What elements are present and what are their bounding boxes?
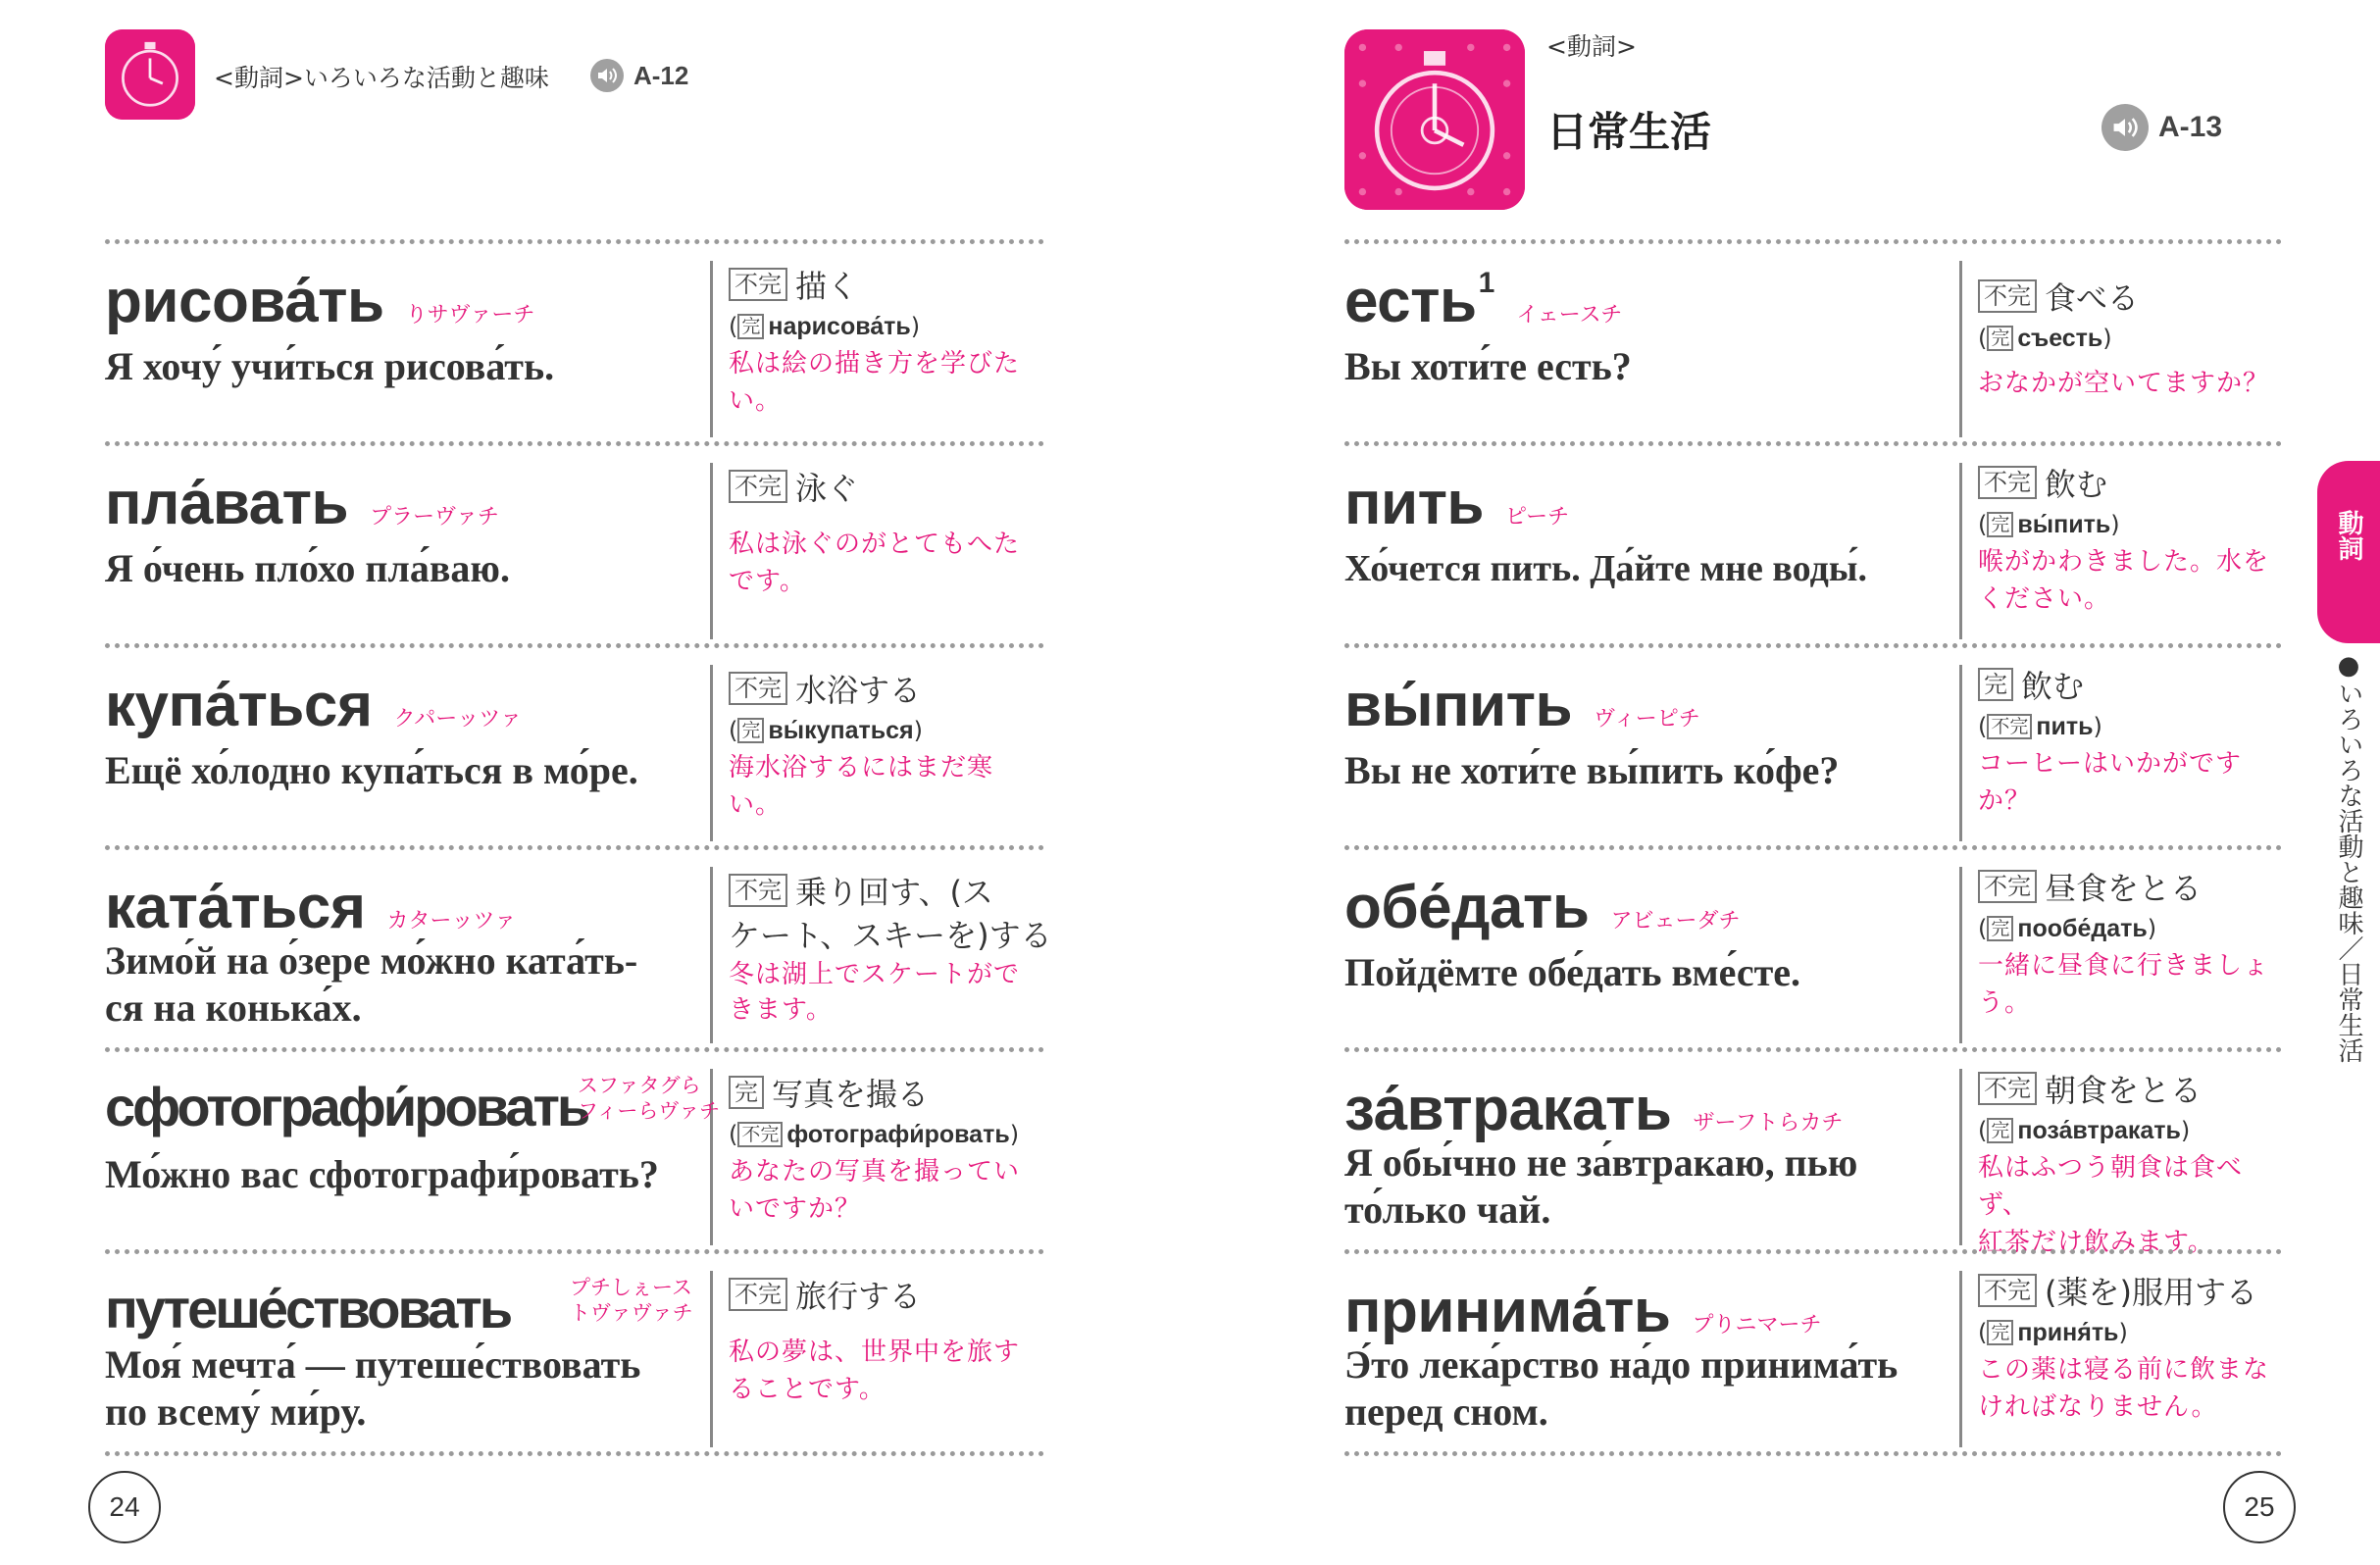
aspect-tag: 不完 <box>1978 466 2037 499</box>
aspect-tag: 不完 <box>729 1278 787 1311</box>
vocab-meaning: 写真を撮る <box>772 1076 930 1113</box>
vocab-reading: プチしぇース トヴァヴァチ <box>570 1276 693 1325</box>
divider <box>105 1451 1044 1456</box>
translation: コーヒーはいかがです か？ <box>1978 749 2242 816</box>
vocab-meaning: 水浴する <box>795 672 922 709</box>
aspect-tag: 不完 <box>729 672 787 705</box>
divider <box>105 239 1044 244</box>
vocab-meaning: 食べる <box>2045 279 2140 317</box>
column-divider <box>1959 1069 1962 1245</box>
vocab-meaning-cont: ケート、スキーを)する <box>729 917 1052 954</box>
speaker-icon <box>590 59 624 92</box>
page-number: 25 <box>2223 1471 2296 1543</box>
header-category: <動詞>いろいろな活動と趣味 <box>214 64 549 92</box>
vocab-meaning: 旅行する <box>795 1278 922 1315</box>
vocab-meaning: 飲む <box>2045 466 2108 503</box>
vocab-entry <box>1344 1249 2282 1451</box>
example-sentence: Э́то лека́рство на́до принима́ть перед сном. <box>1344 1342 1899 1434</box>
stopwatch-icon <box>105 29 195 120</box>
column-divider <box>710 867 713 1043</box>
column-divider <box>1959 1271 1962 1447</box>
vocab-meaning: 飲む <box>2021 668 2085 705</box>
pair-aspect-tag: 完 <box>737 718 764 743</box>
divider <box>1344 239 2282 244</box>
pair-aspect-tag: 完 <box>737 314 764 339</box>
translation: 海水浴するにはまだ寒い。 <box>729 753 994 820</box>
example-sentence: Зимо́й на о́зере мо́жно ката́ть- ся на конька́х. <box>105 938 638 1030</box>
example-sentence: Моя́ мечта́ — путеше́ствовать по всему́ ми́ру. <box>105 1342 641 1434</box>
aspect-tag: 不完 <box>1978 279 2037 313</box>
aspect-pair: ( 完 приня́ть ) <box>1978 1318 2128 1346</box>
divider <box>1344 441 2282 446</box>
audio-track-label: A-13 <box>2158 111 2223 143</box>
page-title: 日常生活 <box>1546 108 1712 156</box>
audio-track-label: A-12 <box>633 60 689 90</box>
column-divider <box>710 261 713 437</box>
pair-aspect-tag: 完 <box>1987 326 2013 351</box>
vocab-entry <box>105 1249 1044 1451</box>
stopwatch-icon <box>1344 29 1525 210</box>
vocab-entry <box>105 845 1052 1047</box>
vocab-entry <box>105 1047 1044 1249</box>
vocab-entry <box>1344 239 2282 441</box>
aspect-tag: 不完 <box>1978 1274 2037 1307</box>
audio-track-badge[interactable] <box>590 59 688 92</box>
vocab-reading: ヴィーピチ <box>1594 707 1700 732</box>
vocab-word: купа́ться <box>105 672 373 739</box>
vocab-word: обе́дать <box>1344 874 1590 941</box>
pair-word: поза́втракать <box>2017 1116 2181 1144</box>
translation: 喉がかわきました。水を ください。 <box>1978 547 2270 614</box>
vocab-word: пить <box>1344 470 1485 537</box>
page-number: 24 <box>88 1471 161 1543</box>
vocab-word: есть <box>1344 268 1477 335</box>
vocab-word: за́втракать <box>1344 1076 1672 1143</box>
vocab-reading: ピーチ <box>1505 505 1570 530</box>
pair-aspect-tag: 不完 <box>1987 714 2032 739</box>
pair-word: вы́пить <box>2017 510 2111 538</box>
vocab-word: ката́ться <box>105 874 366 941</box>
column-divider <box>1959 261 1962 437</box>
aspect-tag: 完 <box>1978 668 2013 701</box>
vocab-entry <box>105 441 1044 643</box>
aspect-pair: ( 完 вы́купаться ) <box>729 716 924 744</box>
vocab-word: путеше́ствовать <box>105 1278 511 1339</box>
divider <box>105 643 1044 648</box>
pair-aspect-tag: 完 <box>1987 916 2013 941</box>
vocab-reading: ザーフトらカチ <box>1693 1111 1844 1136</box>
divider <box>105 1249 1044 1254</box>
translation: 私はふつう朝食は食べず、 紅茶だけ飲みます。 <box>1978 1153 2244 1257</box>
translation: 一緒に昼食に行きましょ う。 <box>1978 951 2270 1018</box>
pair-aspect-tag: 完 <box>1987 1118 2013 1143</box>
aspect-pair: ( 完 пообе́дать ) <box>1978 914 2157 942</box>
divider <box>1344 845 2282 850</box>
section-tab-label: 動詞 <box>2334 510 2363 561</box>
example-sentence: Мо́жно вас сфотографи́ровать? <box>105 1152 659 1196</box>
divider <box>1344 1249 2282 1254</box>
vocab-entry <box>105 239 1044 441</box>
divider <box>105 845 1044 850</box>
translation: 私の夢は、世界中を旅す ることです。 <box>729 1338 1021 1404</box>
vocab-reading: アビェーダチ <box>1610 909 1741 934</box>
aspect-pair: ( 不完 фотографи́ровать ) <box>729 1120 1020 1148</box>
aspect-pair: ( 不完 пить ) <box>1978 712 2102 740</box>
vocab-reading: カターッツァ <box>386 909 517 934</box>
vocab-meaning: 乗り回す、(ス <box>795 874 993 911</box>
vocab-word: вы́пить <box>1344 672 1573 739</box>
divider <box>105 441 1044 446</box>
vocab-entry <box>1344 441 2282 643</box>
vocab-word: сфотографи́ровать <box>105 1076 588 1137</box>
aspect-pair: ( 完 нарисова́ть ) <box>729 312 921 340</box>
header-category: <動詞> <box>1546 32 1637 61</box>
pair-aspect-tag: 完 <box>1987 512 2013 537</box>
example-sentence: Ещё хо́лодно купа́ться в мо́ре. <box>105 748 638 792</box>
vocab-reading: りサヴァーチ <box>405 303 535 328</box>
translation: あなたの写真を撮ってい いですか？ <box>729 1157 1021 1224</box>
pair-word: нарисова́ть <box>768 312 911 340</box>
vocab-reading: プりニマーチ <box>1692 1313 1822 1338</box>
vocab-entry <box>1344 845 2282 1047</box>
pair-word: съесть <box>2017 324 2103 352</box>
translation: おなかが空いてますか？ <box>1978 369 2270 398</box>
vocab-entry <box>105 643 1044 845</box>
translation: 私は絵の描き方を学びた い。 <box>729 349 1021 416</box>
vocab-word: принима́ть <box>1344 1278 1671 1345</box>
translation: 私は泳ぐのがとてもへた です。 <box>729 530 1021 596</box>
aspect-tag: 完 <box>729 1076 764 1109</box>
vocab-reading: クパーッツァ <box>393 707 523 732</box>
column-divider <box>710 1271 713 1447</box>
column-divider <box>1959 463 1962 639</box>
aspect-tag: 不完 <box>729 268 787 301</box>
pair-word: пообе́дать <box>2017 914 2148 942</box>
aspect-tag: 不完 <box>1978 1072 2037 1105</box>
aspect-pair: ( 完 вы́пить ) <box>1978 510 2120 538</box>
section-breadcrumb: ●いろいろな活動と趣味／日常生活 <box>2334 651 2363 1063</box>
homonym-number: 1 <box>1478 267 1495 299</box>
column-divider <box>1959 867 1962 1043</box>
example-sentence: Я о́чень пло́хо пла́ваю. <box>105 546 510 590</box>
aspect-tag: 不完 <box>729 470 787 503</box>
divider <box>105 1047 1044 1052</box>
vocab-word: рисова́ть <box>105 268 384 335</box>
column-divider <box>710 463 713 639</box>
example-sentence: Я хочу́ учи́ться рисова́ть. <box>105 344 555 388</box>
vocab-meaning: 昼食をとる <box>2045 870 2203 907</box>
pair-aspect-tag: 完 <box>1987 1320 2013 1345</box>
vocab-meaning: (薬を)服用する <box>2045 1274 2257 1311</box>
divider <box>1344 1047 2282 1052</box>
audio-track-badge[interactable] <box>2101 104 2222 151</box>
pair-word: фотографи́ровать <box>786 1120 1010 1148</box>
translation: 冬は湖上でスケートがで きます。 <box>729 960 1021 1025</box>
pair-word: вы́купаться <box>768 716 914 744</box>
column-divider <box>1959 665 1962 841</box>
translation: この薬は寝る前に飲まな ければなりません。 <box>1978 1355 2270 1422</box>
vocab-reading: スファタグら フィーらヴァチ <box>578 1074 721 1123</box>
example-sentence: Хо́чется пить. Да́йте мне воды́. <box>1344 548 1867 589</box>
divider <box>1344 1451 2282 1456</box>
column-divider <box>710 665 713 841</box>
aspect-pair: ( 完 съесть ) <box>1978 324 2112 352</box>
pair-word: приня́ть <box>2017 1318 2119 1346</box>
vocab-reading: イェースチ <box>1516 303 1623 328</box>
pair-aspect-tag: 不完 <box>737 1122 783 1147</box>
speaker-icon <box>2101 104 2149 151</box>
example-sentence: Вы не хоти́те вы́пить ко́фе? <box>1344 748 1840 792</box>
example-sentence: Вы хоти́те есть? <box>1344 344 1632 388</box>
vocab-meaning: 泳ぐ <box>795 470 859 507</box>
vocab-word: пла́вать <box>105 470 349 537</box>
pair-word: пить <box>2036 712 2094 740</box>
right-page <box>1190 0 2380 1565</box>
aspect-tag: 不完 <box>1978 870 2037 903</box>
example-sentence: Я обы́чно не за́втракаю, пью то́лько чай. <box>1344 1140 1858 1232</box>
vocab-meaning: 描く <box>795 268 859 305</box>
vocab-entry <box>1344 643 2282 845</box>
vocab-entry <box>1344 1047 2282 1257</box>
divider <box>1344 643 2282 648</box>
vocab-reading: プラーヴァチ <box>370 505 499 530</box>
vocab-meaning: 朝食をとる <box>2045 1072 2203 1109</box>
aspect-pair: ( 完 поза́втракать ) <box>1978 1116 2191 1144</box>
aspect-tag: 不完 <box>729 874 787 907</box>
example-sentence: Пойдёмте обе́дать вме́сте. <box>1344 950 1801 994</box>
